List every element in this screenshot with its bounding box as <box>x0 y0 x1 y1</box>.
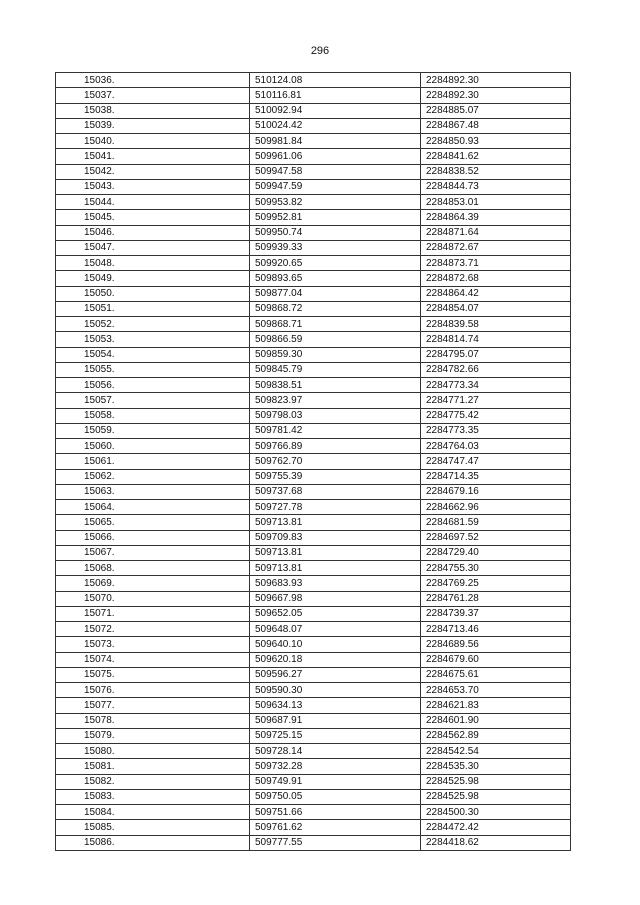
x-coordinate-cell: 509667.98 <box>250 591 421 606</box>
point-number-cell: 15040. <box>56 134 250 149</box>
x-coordinate-cell: 509947.58 <box>250 164 421 179</box>
x-coordinate-cell: 509823.97 <box>250 393 421 408</box>
table-row <box>56 408 571 423</box>
point-number-cell: 15082. <box>56 774 250 789</box>
x-coordinate-cell: 509947.59 <box>250 179 421 194</box>
y-coordinate-cell: 2284885.07 <box>421 103 571 118</box>
y-coordinate-cell: 2284839.58 <box>421 317 571 332</box>
point-number-cell: 15058. <box>56 408 250 423</box>
table-row <box>56 210 571 225</box>
table-row <box>56 744 571 759</box>
y-coordinate-cell: 2284771.27 <box>421 393 571 408</box>
y-coordinate-cell: 2284838.52 <box>421 164 571 179</box>
x-coordinate-cell: 509590.30 <box>250 683 421 698</box>
point-number-cell: 15052. <box>56 317 250 332</box>
point-number-cell: 15081. <box>56 759 250 774</box>
table-row <box>56 698 571 713</box>
x-coordinate-cell: 509761.62 <box>250 820 421 835</box>
y-coordinate-cell: 2284714.35 <box>421 469 571 484</box>
y-coordinate-cell: 2284854.07 <box>421 301 571 316</box>
x-coordinate-cell: 509950.74 <box>250 225 421 240</box>
table-row <box>56 484 571 499</box>
point-number-cell: 15079. <box>56 728 250 743</box>
table-row <box>56 576 571 591</box>
x-coordinate-cell: 510024.42 <box>250 118 421 133</box>
y-coordinate-cell: 2284729.40 <box>421 545 571 560</box>
y-coordinate-cell: 2284525.98 <box>421 774 571 789</box>
table-row <box>56 301 571 316</box>
table-row <box>56 195 571 210</box>
table-row <box>56 73 571 88</box>
table-row <box>56 88 571 103</box>
table-row <box>56 179 571 194</box>
y-coordinate-cell: 2284689.56 <box>421 637 571 652</box>
point-number-cell: 15086. <box>56 835 250 850</box>
x-coordinate-cell: 509640.10 <box>250 637 421 652</box>
x-coordinate-cell: 509798.03 <box>250 408 421 423</box>
y-coordinate-cell: 2284535.30 <box>421 759 571 774</box>
x-coordinate-cell: 509755.39 <box>250 469 421 484</box>
x-coordinate-cell: 509961.06 <box>250 149 421 164</box>
point-number-cell: 15060. <box>56 439 250 454</box>
y-coordinate-cell: 2284773.34 <box>421 378 571 393</box>
y-coordinate-cell: 2284872.67 <box>421 240 571 255</box>
point-number-cell: 15084. <box>56 805 250 820</box>
table-row <box>56 805 571 820</box>
y-coordinate-cell: 2284761.28 <box>421 591 571 606</box>
y-coordinate-cell: 2284601.90 <box>421 713 571 728</box>
table-row <box>56 378 571 393</box>
coordinates-table <box>55 72 571 851</box>
table-row <box>56 332 571 347</box>
y-coordinate-cell: 2284542.54 <box>421 744 571 759</box>
y-coordinate-cell: 2284872.68 <box>421 271 571 286</box>
point-number-cell: 15037. <box>56 88 250 103</box>
y-coordinate-cell: 2284697.52 <box>421 530 571 545</box>
y-coordinate-cell: 2284675.61 <box>421 667 571 682</box>
point-number-cell: 15041. <box>56 149 250 164</box>
table-row <box>56 835 571 850</box>
table-row <box>56 256 571 271</box>
table-row <box>56 286 571 301</box>
table-row <box>56 545 571 560</box>
point-number-cell: 15076. <box>56 683 250 698</box>
point-number-cell: 15038. <box>56 103 250 118</box>
point-number-cell: 15059. <box>56 423 250 438</box>
y-coordinate-cell: 2284621.83 <box>421 698 571 713</box>
table-row <box>56 606 571 621</box>
point-number-cell: 15062. <box>56 469 250 484</box>
x-coordinate-cell: 509687.91 <box>250 713 421 728</box>
x-coordinate-cell: 509648.07 <box>250 622 421 637</box>
x-coordinate-cell: 509939.33 <box>250 240 421 255</box>
table-row <box>56 423 571 438</box>
point-number-cell: 15071. <box>56 606 250 621</box>
table-row <box>56 759 571 774</box>
point-number-cell: 15047. <box>56 240 250 255</box>
x-coordinate-cell: 509781.42 <box>250 423 421 438</box>
y-coordinate-cell: 2284814.74 <box>421 332 571 347</box>
y-coordinate-cell: 2284500.30 <box>421 805 571 820</box>
x-coordinate-cell: 509713.81 <box>250 515 421 530</box>
coordinates-table-body <box>56 73 571 851</box>
table-row <box>56 240 571 255</box>
x-coordinate-cell: 509750.05 <box>250 789 421 804</box>
y-coordinate-cell: 2284764.03 <box>421 439 571 454</box>
x-coordinate-cell: 509838.51 <box>250 378 421 393</box>
y-coordinate-cell: 2284681.59 <box>421 515 571 530</box>
x-coordinate-cell: 509725.15 <box>250 728 421 743</box>
table-row <box>56 789 571 804</box>
x-coordinate-cell: 509652.05 <box>250 606 421 621</box>
y-coordinate-cell: 2284873.71 <box>421 256 571 271</box>
y-coordinate-cell: 2284418.62 <box>421 835 571 850</box>
x-coordinate-cell: 509596.27 <box>250 667 421 682</box>
table-row <box>56 393 571 408</box>
point-number-cell: 15080. <box>56 744 250 759</box>
point-number-cell: 15070. <box>56 591 250 606</box>
table-row <box>56 469 571 484</box>
point-number-cell: 15067. <box>56 545 250 560</box>
point-number-cell: 15068. <box>56 561 250 576</box>
x-coordinate-cell: 509713.81 <box>250 545 421 560</box>
table-row <box>56 774 571 789</box>
table-row <box>56 317 571 332</box>
table-row <box>56 347 571 362</box>
table-row <box>56 530 571 545</box>
y-coordinate-cell: 2284795.07 <box>421 347 571 362</box>
y-coordinate-cell: 2284769.25 <box>421 576 571 591</box>
y-coordinate-cell: 2284841.62 <box>421 149 571 164</box>
x-coordinate-cell: 509727.78 <box>250 500 421 515</box>
table-row <box>56 683 571 698</box>
table-row <box>56 118 571 133</box>
y-coordinate-cell: 2284775.42 <box>421 408 571 423</box>
table-row <box>56 713 571 728</box>
table-row <box>56 164 571 179</box>
point-number-cell: 15046. <box>56 225 250 240</box>
table-row <box>56 362 571 377</box>
x-coordinate-cell: 509877.04 <box>250 286 421 301</box>
table-row <box>56 271 571 286</box>
point-number-cell: 15048. <box>56 256 250 271</box>
point-number-cell: 15042. <box>56 164 250 179</box>
point-number-cell: 15069. <box>56 576 250 591</box>
table-row <box>56 637 571 652</box>
point-number-cell: 15036. <box>56 73 250 88</box>
x-coordinate-cell: 509868.71 <box>250 317 421 332</box>
point-number-cell: 15043. <box>56 179 250 194</box>
point-number-cell: 15051. <box>56 301 250 316</box>
y-coordinate-cell: 2284853.01 <box>421 195 571 210</box>
page-number: 296 <box>310 45 330 57</box>
y-coordinate-cell: 2284525.98 <box>421 789 571 804</box>
y-coordinate-cell: 2284472.42 <box>421 820 571 835</box>
x-coordinate-cell: 509713.81 <box>250 561 421 576</box>
x-coordinate-cell: 509634.13 <box>250 698 421 713</box>
table-row <box>56 820 571 835</box>
x-coordinate-cell: 509728.14 <box>250 744 421 759</box>
point-number-cell: 15053. <box>56 332 250 347</box>
point-number-cell: 15050. <box>56 286 250 301</box>
x-coordinate-cell: 509845.79 <box>250 362 421 377</box>
y-coordinate-cell: 2284864.42 <box>421 286 571 301</box>
table-row <box>56 515 571 530</box>
x-coordinate-cell: 509777.55 <box>250 835 421 850</box>
y-coordinate-cell: 2284679.60 <box>421 652 571 667</box>
y-coordinate-cell: 2284850.93 <box>421 134 571 149</box>
y-coordinate-cell: 2284653.70 <box>421 683 571 698</box>
point-number-cell: 15085. <box>56 820 250 835</box>
x-coordinate-cell: 510092.94 <box>250 103 421 118</box>
point-number-cell: 15057. <box>56 393 250 408</box>
y-coordinate-cell: 2284892.30 <box>421 73 571 88</box>
point-number-cell: 15064. <box>56 500 250 515</box>
x-coordinate-cell: 509620.18 <box>250 652 421 667</box>
table-row <box>56 561 571 576</box>
y-coordinate-cell: 2284844.73 <box>421 179 571 194</box>
table-row <box>56 622 571 637</box>
y-coordinate-cell: 2284713.46 <box>421 622 571 637</box>
x-coordinate-cell: 509868.72 <box>250 301 421 316</box>
point-number-cell: 15074. <box>56 652 250 667</box>
y-coordinate-cell: 2284871.64 <box>421 225 571 240</box>
y-coordinate-cell: 2284867.48 <box>421 118 571 133</box>
y-coordinate-cell: 2284782.66 <box>421 362 571 377</box>
y-coordinate-cell: 2284864.39 <box>421 210 571 225</box>
table-row <box>56 728 571 743</box>
point-number-cell: 15083. <box>56 789 250 804</box>
table-row <box>56 149 571 164</box>
point-number-cell: 15061. <box>56 454 250 469</box>
point-number-cell: 15055. <box>56 362 250 377</box>
table-row <box>56 591 571 606</box>
point-number-cell: 15044. <box>56 195 250 210</box>
point-number-cell: 15072. <box>56 622 250 637</box>
y-coordinate-cell: 2284562.89 <box>421 728 571 743</box>
x-coordinate-cell: 509766.89 <box>250 439 421 454</box>
table-row <box>56 652 571 667</box>
y-coordinate-cell: 2284679.16 <box>421 484 571 499</box>
point-number-cell: 15063. <box>56 484 250 499</box>
point-number-cell: 15075. <box>56 667 250 682</box>
table-row <box>56 454 571 469</box>
x-coordinate-cell: 509683.93 <box>250 576 421 591</box>
y-coordinate-cell: 2284662.96 <box>421 500 571 515</box>
point-number-cell: 15056. <box>56 378 250 393</box>
x-coordinate-cell: 509762.70 <box>250 454 421 469</box>
x-coordinate-cell: 509981.84 <box>250 134 421 149</box>
x-coordinate-cell: 509737.68 <box>250 484 421 499</box>
x-coordinate-cell: 509749.91 <box>250 774 421 789</box>
point-number-cell: 15039. <box>56 118 250 133</box>
table-row <box>56 500 571 515</box>
y-coordinate-cell: 2284773.35 <box>421 423 571 438</box>
x-coordinate-cell: 510124.08 <box>250 73 421 88</box>
point-number-cell: 15065. <box>56 515 250 530</box>
x-coordinate-cell: 509866.59 <box>250 332 421 347</box>
table-row <box>56 439 571 454</box>
table-row <box>56 134 571 149</box>
x-coordinate-cell: 509751.66 <box>250 805 421 820</box>
x-coordinate-cell: 509920.65 <box>250 256 421 271</box>
x-coordinate-cell: 509952.81 <box>250 210 421 225</box>
x-coordinate-cell: 509859.30 <box>250 347 421 362</box>
y-coordinate-cell: 2284739.37 <box>421 606 571 621</box>
point-number-cell: 15078. <box>56 713 250 728</box>
point-number-cell: 15073. <box>56 637 250 652</box>
y-coordinate-cell: 2284755.30 <box>421 561 571 576</box>
point-number-cell: 15077. <box>56 698 250 713</box>
table-row <box>56 225 571 240</box>
x-coordinate-cell: 509953.82 <box>250 195 421 210</box>
table-row <box>56 103 571 118</box>
x-coordinate-cell: 509709.83 <box>250 530 421 545</box>
x-coordinate-cell: 509732.28 <box>250 759 421 774</box>
x-coordinate-cell: 510116.81 <box>250 88 421 103</box>
table-row <box>56 667 571 682</box>
point-number-cell: 15054. <box>56 347 250 362</box>
point-number-cell: 15045. <box>56 210 250 225</box>
point-number-cell: 15049. <box>56 271 250 286</box>
y-coordinate-cell: 2284747.47 <box>421 454 571 469</box>
point-number-cell: 15066. <box>56 530 250 545</box>
y-coordinate-cell: 2284892.30 <box>421 88 571 103</box>
x-coordinate-cell: 509893.65 <box>250 271 421 286</box>
